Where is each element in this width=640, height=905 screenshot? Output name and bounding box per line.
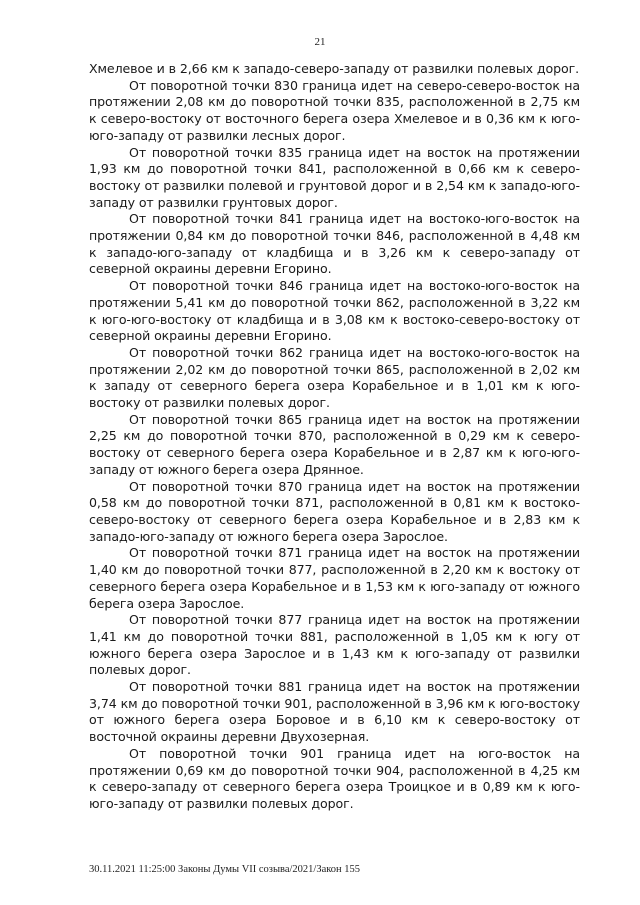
paragraph: От поворотной точки 901 граница идет на юго-восток на протяжении 0,69 км до поворотной точки 904, расположенной в 4,25 км к северо-западу от северного берега озера Троицкое и в 0,89 км к юго-юго-западу от развилки полевых дорог. (89, 745, 580, 811)
paragraph: От поворотной точки 871 граница идет на восток на протяжении 1,40 км до поворотной точки 877, расположенной в 2,20 км к востоку от северного берега озера Корабельное и в 1,53 км к юго-западу от южного берега озера Зарослое. (89, 545, 580, 611)
paragraph-continuation: Хмелевое и в 2,66 км к западо-северо-западу от развилки полевых дорог. (89, 61, 580, 76)
paragraph: От поворотной точки 846 граница идет на востоко-юго-восток на протяжении 5,41 км до поворотной точки 862, расположенной в 3,22 км к юго-юго-востоку от кладбища и в 3,08 км к востоко-северо-востоку от северной окраины деревни Егорино. (89, 278, 580, 344)
paragraph: От поворотной точки 877 граница идет на восток на протяжении 1,41 км до поворотной точки 881, расположенной в 1,05 км к югу от южного берега озера Зарослое и в 1,43 км к юго-западу от развилки полевых дорог. (89, 612, 580, 678)
paragraph: От поворотной точки 881 граница идет на восток на протяжении 3,74 км до поворотной точки 901, расположенной в 3,96 км к юго-востоку от южного берега озера Боровое и в 6,10 км к северо-востоку от восточной окраины деревни Двухозерная. (89, 679, 580, 745)
page-number: 21 (314, 36, 326, 48)
paragraph: От поворотной точки 862 граница идет на востоко-юго-восток на протяжении 2,02 км до поворотной точки 865, расположенной в 2,02 км к западу от северного берега озера Корабельное и в 1,01 км к юго-востоку от развилки полевых дорог. (89, 344, 580, 411)
document-body (89, 61, 580, 813)
paragraph: От поворотной точки 835 граница идет на восток на протяжении 1,93 км до поворотной точки 841, расположенной в 0,66 км к северо-востоку от развилки полевой и грунтовой дорог и в 2,54 км к западо-юго-западу от развилки грунтовых дорог. (89, 144, 580, 210)
paragraph: От поворотной точки 841 граница идет на востоко-юго-восток на протяжении 0,84 км до поворотной точки 846, расположенной в 4,48 км к западо-юго-западу от кладбища и в 3,26 км к северо-западу от северной окраины деревни Егорино. (89, 211, 580, 277)
paragraph: От поворотной точки 830 граница идет на северо-северо-восток на протяжении 2,08 км до поворотной точки 835, расположенной в 2,75 км к северо-востоку от восточного берега озера Хмелевое и в 0,36 км к юго-юго-западу от развилки лесных дорог. (89, 77, 580, 143)
paragraph: От поворотной точки 870 граница идет на восток на протяжении 0,58 км до поворотной точки 871, расположенной в 0,81 км к востоко-северо-востоку от северного берега озера Корабельное и в 2,83 км к западо-юго-западу от южного берега озера Зарослое. (89, 478, 580, 544)
page-footer: 30.11.2021 11:25:00 Законы Думы VII созыва/2021/Закон 155 (89, 864, 361, 875)
paragraph: От поворотной точки 865 граница идет на восток на протяжении 2,25 км до поворотной точки 870, расположенной в 0,29 км к северо-востоку от северного берега озера Корабельное и в 2,87 км к юго-юго-западу от южного берега озера Дрянное. (89, 411, 580, 477)
